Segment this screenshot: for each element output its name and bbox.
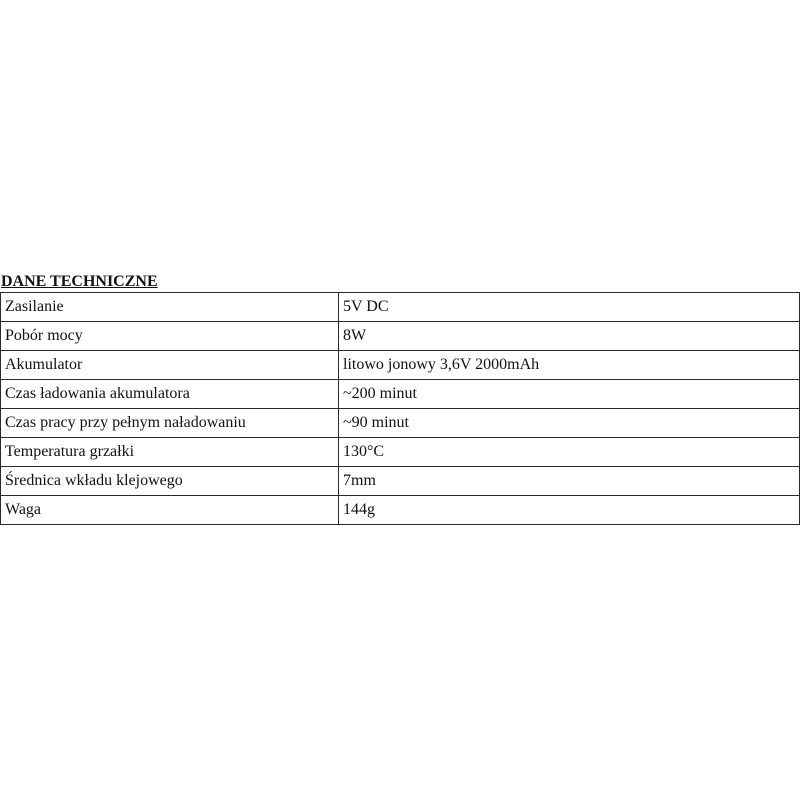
spec-value: ~200 minut xyxy=(339,380,800,409)
spec-value: 130°C xyxy=(339,438,800,467)
spec-label: Pobór mocy xyxy=(1,322,339,351)
table-row xyxy=(1,351,800,380)
table-row xyxy=(1,409,800,438)
table-row xyxy=(1,322,800,351)
spec-label: Średnica wkładu klejowego xyxy=(1,467,339,496)
table-row xyxy=(1,496,800,525)
specs-table xyxy=(0,292,800,525)
spec-value: 7mm xyxy=(339,467,800,496)
table-row xyxy=(1,380,800,409)
spec-label: Zasilanie xyxy=(1,293,339,322)
spec-label: Temperatura grzałki xyxy=(1,438,339,467)
spec-value: litowo jonowy 3,6V 2000mAh xyxy=(339,351,800,380)
spec-label: Czas pracy przy pełnym naładowaniu xyxy=(1,409,339,438)
spec-label: Czas ładowania akumulatora xyxy=(1,380,339,409)
spec-label: Waga xyxy=(1,496,339,525)
table-row xyxy=(1,438,800,467)
table-row xyxy=(1,293,800,322)
spec-value: 8W xyxy=(339,322,800,351)
spec-value: 5V DC xyxy=(339,293,800,322)
section-title: DANE TECHNICZNE xyxy=(1,273,158,290)
spec-value: ~90 minut xyxy=(339,409,800,438)
spec-value: 144g xyxy=(339,496,800,525)
table-row xyxy=(1,467,800,496)
spec-label: Akumulator xyxy=(1,351,339,380)
